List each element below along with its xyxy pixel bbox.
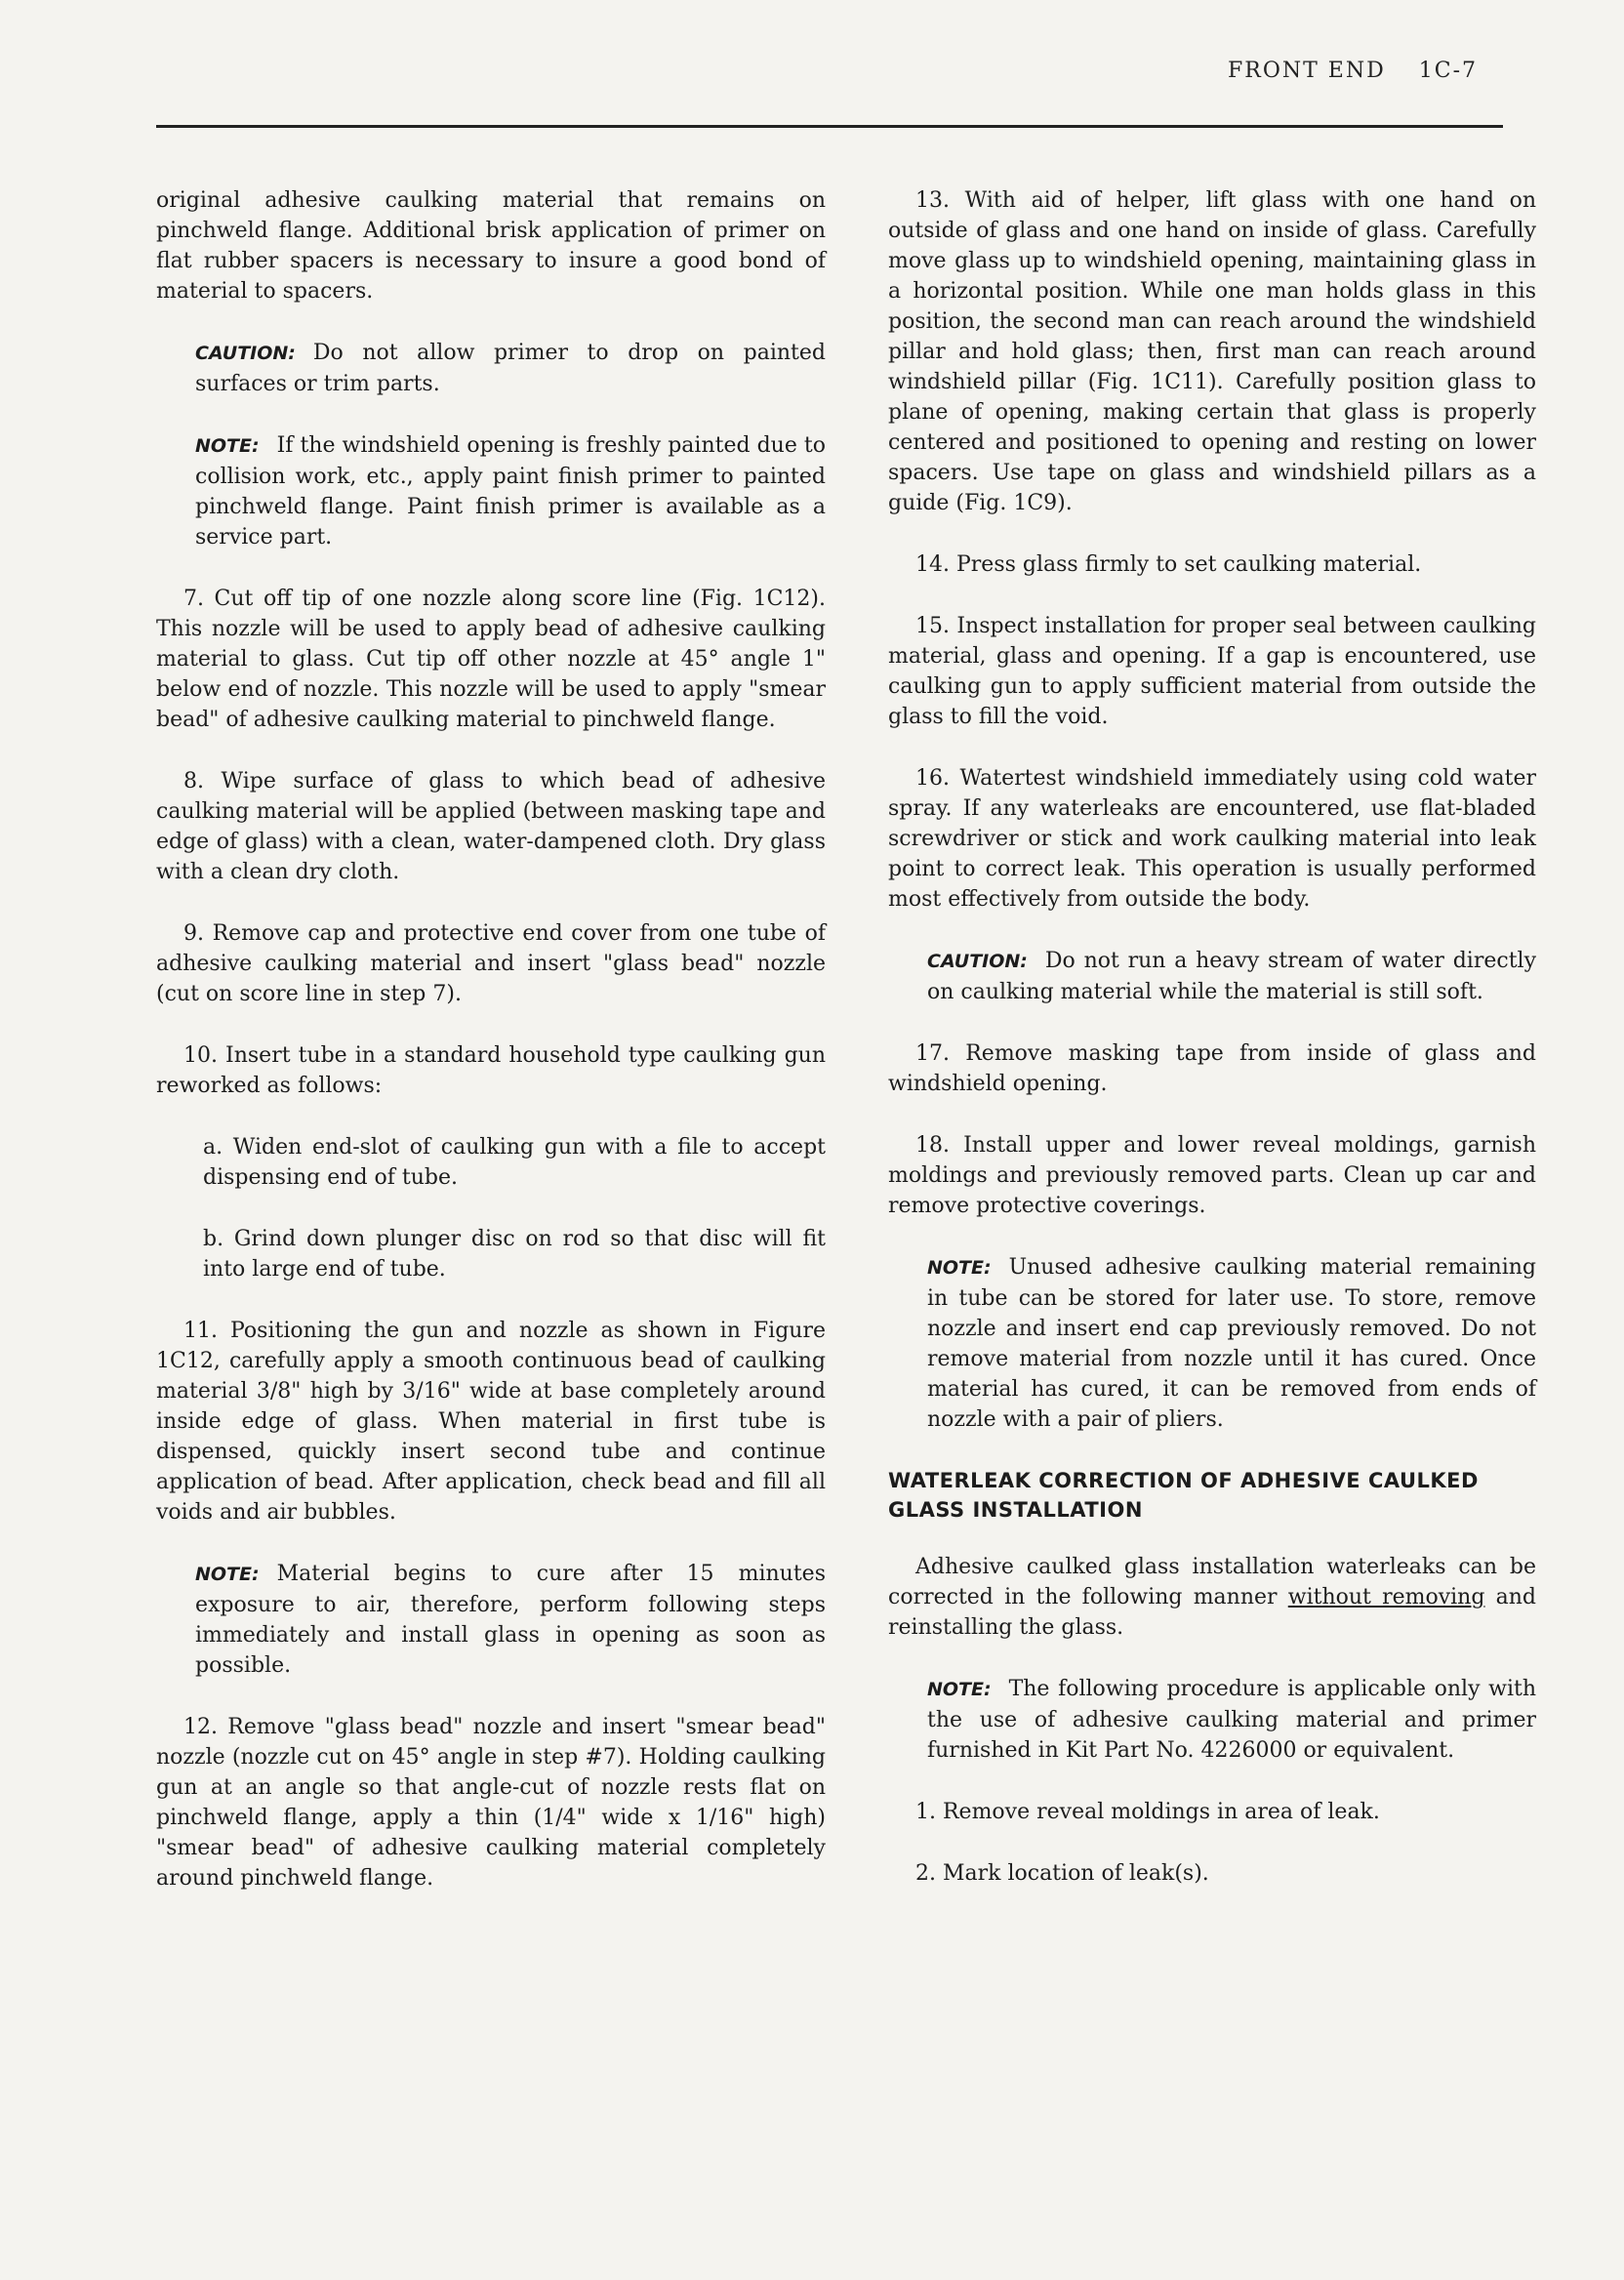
step-9: 9. Remove cap and protective end cover from one tube of adhesive caulking material and insert "glass bead" nozzle (cut on score line in step 7).: [156, 921, 826, 1006]
step-17: 17. Remove masking tape from inside of glass and windshield opening.: [888, 1041, 1536, 1096]
caution-water-stream: CAUTION: Do not run a heavy stream of water directly on caulking material while the material is still soft.: [927, 949, 1536, 1004]
header-title: FRONT END: [1228, 59, 1386, 83]
right-column: [888, 185, 1536, 1920]
paragraph-continued: original adhesive caulking material that remains on pinchweld flange. Additional brisk application of primer on flat rubber spacers is necessary to insure a good bond of material to spacers.: [156, 188, 826, 304]
note-unused-material: NOTE: Unused adhesive caulking material remaining in tube can be stored for later use. To store, remove nozzle and insert end cap previously removed. Do not remove material from nozzle until it has cured. Once material has cured, it can be removed from ends of nozzle with a pair of pliers.: [927, 1255, 1536, 1432]
caution-label: CAUTION:: [927, 951, 1028, 972]
left-column: [156, 185, 826, 1925]
step-11: 11. Positioning the gun and nozzle as shown in Figure 1C12, carefully apply a smooth continuous bead of caulking material 3/8" high by 3/16" wide at base completely around inside edge of glass. When material in first tube is dispensed, quickly insert second tube and continue application of bead. After application, check bead and fill all voids and air bubbles.: [156, 1319, 826, 1525]
step-13: 13. With aid of helper, lift glass with one hand on outside of glass and one hand on inside of glass. Carefully move glass up to windshield opening, maintaining glass in a horizontal position. While one man holds glass in this position, the second man can reach around the windshield pillar and hold glass; then, first man can reach around windshield pillar (Fig. 1C11). Carefully position glass to plane of opening, making certain that glass is properly centered and positioned to opening and resting on lower spacers. Use tape on glass and windshield pillars as a guide (Fig. 1C9).: [888, 188, 1536, 515]
underlined-phrase: without removing: [1287, 1585, 1485, 1609]
step-8: 8. Wipe surface of glass to which bead of adhesive caulking material will be applied (between masking tape and edge of glass) with a clean, water-dampened cloth. Dry glass with a clean dry cloth.: [156, 769, 826, 884]
note-cure-time: NOTE: Material begins to cure after 15 minutes exposure to air, therefore, perform following steps immediately and install glass in opening as soon as possible.: [195, 1562, 826, 1678]
header-rule: [156, 125, 1503, 128]
step-10b: b. Grind down plunger disc on rod so that disc will fit into large end of tube.: [203, 1227, 826, 1282]
step-18: 18. Install upper and lower reveal moldings, garnish moldings and previously removed parts. Clean up car and remove protective coverings.: [888, 1133, 1536, 1218]
note-label: NOTE:: [195, 1564, 260, 1585]
waterleak-intro: Adhesive caulked glass installation waterleaks can be corrected in the following manner without removing and reinstalling the glass.: [888, 1555, 1536, 1640]
step-16: 16. Watertest windshield immediately using cold water spray. If any waterleaks are encountered, use flat-bladed screwdriver or stick and work caulking material into leak point to correct leak. This operation is usually performed most effectively from outside the body.: [888, 766, 1536, 912]
note-freshly-painted: NOTE: If the windshield opening is freshly painted due to collision work, etc., apply paint finish primer to painted pinchweld flange. Paint finish primer is available as a service part.: [195, 433, 826, 550]
section-number: 1C-7: [1418, 59, 1478, 83]
page-header: [1228, 59, 1478, 83]
step-12: 12. Remove "glass bead" nozzle and insert "smear bead" nozzle (nozzle cut on 45° angle in step #7). Holding caulking gun at an angle so that angle-cut of nozzle rests flat on pinchweld flange, apply a thin (1/4" wide x 1/16" high) "smear bead" of adhesive caulking material completely around pinchweld flange.: [156, 1715, 826, 1891]
note-kit-part: NOTE: The following procedure is applicable only with the use of adhesive caulking material and primer furnished in Kit Part No. 4226000 or equivalent.: [927, 1677, 1536, 1763]
note-label: NOTE:: [927, 1679, 992, 1700]
step-10: 10. Insert tube in a standard household type caulking gun reworked as follows:: [156, 1043, 826, 1098]
step-14: 14. Press glass firmly to set caulking material.: [915, 552, 1422, 577]
waterleak-step-2: 2. Mark location of leak(s).: [915, 1861, 1209, 1886]
note-label: NOTE:: [195, 435, 260, 457]
step-7: 7. Cut off tip of one nozzle along score line (Fig. 1C12). This nozzle will be used to apply bead of adhesive caulking material to glass. Cut tip off other nozzle at 45° angle 1" below end of nozzle. This nozzle will be used to apply "smear bead" of adhesive caulking material to pinchweld flange.: [156, 587, 826, 732]
caution-primer: CAUTION: Do not allow primer to drop on painted surfaces or trim parts.: [195, 341, 826, 396]
step-10a: a. Widen end-slot of caulking gun with a file to accept dispensing end of tube.: [203, 1135, 826, 1190]
caution-label: CAUTION:: [195, 343, 296, 364]
waterleak-step-1: 1. Remove reveal moldings in area of leak.: [915, 1800, 1380, 1824]
step-15: 15. Inspect installation for proper seal between caulking material, glass and opening. If a gap is encountered, use caulking gun to apply sufficient material from outside the glass to fill the void.: [888, 614, 1536, 729]
section-heading: WATERLEAK CORRECTION OF ADHESIVE CAULKED GLASS INSTALLATION: [888, 1469, 1479, 1522]
note-label: NOTE:: [927, 1257, 992, 1279]
